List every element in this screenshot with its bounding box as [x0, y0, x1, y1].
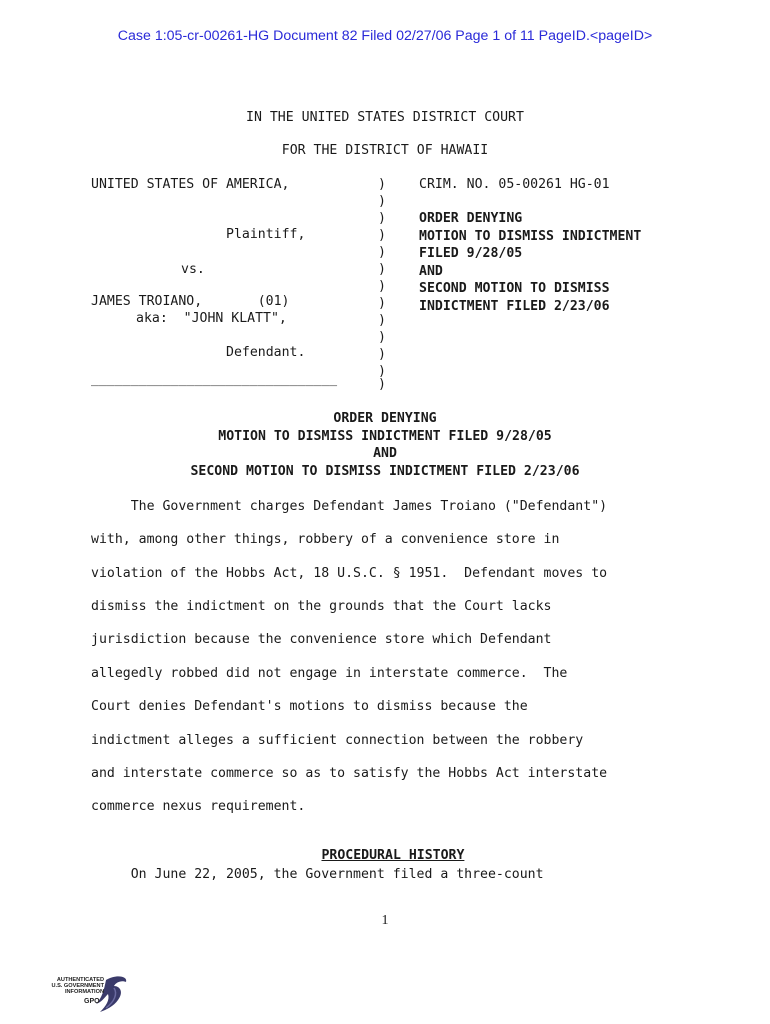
caption-rule: _______________________________ [91, 372, 338, 387]
body-line: violation of the Hobbs Act, 18 U.S.C. § 1951. Defendant moves to [91, 566, 608, 581]
body-line: indictment alleges a sufficient connection between the robbery [91, 733, 584, 748]
gpo-logo-mark: GPO [84, 998, 100, 1005]
caption-paren: ) [378, 177, 386, 192]
caption-paren: ) [378, 194, 386, 209]
versus: vs. [181, 262, 205, 277]
caption-paren: ) [378, 364, 386, 379]
defendant-name: JAMES TROIANO, (01) [91, 294, 290, 309]
body-line: Court denies Defendant's motions to dismiss because the [91, 699, 528, 714]
caption-paren: ) [378, 377, 386, 392]
page-number: 1 [381, 913, 389, 928]
caption-title-line: MOTION TO DISMISS INDICTMENT [419, 229, 642, 244]
caption-title-line: ORDER DENYING [419, 211, 523, 226]
court-district: FOR THE DISTRICT OF HAWAII [281, 143, 489, 158]
caption-paren: ) [378, 262, 386, 277]
plaintiff-name: UNITED STATES OF AMERICA, [91, 177, 290, 192]
case-number: CRIM. NO. 05-00261 HG-01 [419, 177, 610, 192]
caption-paren: ) [378, 313, 386, 328]
ecf-header: Case 1:05-cr-00261-HG Document 82 Filed 02/27/06 Page 1 of 11 PageID.<pageID> [117, 28, 653, 44]
caption-paren: ) [378, 296, 386, 311]
plaintiff-role: Plaintiff, [226, 227, 306, 242]
gpo-logo-text: AUTHENTICATED [56, 977, 104, 983]
gpo-authentication-logo [44, 972, 134, 1018]
body-line: commerce nexus requirement. [91, 799, 306, 814]
caption-paren: ) [378, 330, 386, 345]
body-line: jurisdiction because the convenience store which Defendant [91, 632, 552, 647]
caption-title-line: AND [419, 264, 443, 279]
defendant-aka: aka: "JOHN KLATT", [136, 311, 287, 326]
defendant-role: Defendant. [226, 345, 306, 360]
caption-paren: ) [378, 228, 386, 243]
court-name: IN THE UNITED STATES DISTRICT COURT [246, 110, 524, 125]
gpo-logo-text: U.S. GOVERNMENT [51, 983, 104, 990]
caption-paren: ) [378, 347, 386, 362]
caption-paren: ) [378, 211, 386, 226]
caption-title-line: FILED 9/28/05 [419, 246, 523, 261]
body-line: On June 22, 2005, the Government filed a three-count [91, 867, 544, 882]
order-title: ORDER DENYING [333, 411, 437, 426]
caption-paren: ) [378, 279, 386, 294]
order-title: SECOND MOTION TO DISMISS INDICTMENT FILED 2/23/06 [190, 464, 580, 479]
order-title: MOTION TO DISMISS INDICTMENT FILED 9/28/05 [218, 429, 552, 444]
caption-title-line: SECOND MOTION TO DISMISS [419, 281, 610, 296]
body-line: with, among other things, robbery of a convenience store in [91, 532, 560, 547]
body-line: allegedly robbed did not engage in interstate commerce. The [91, 666, 568, 681]
body-line: and interstate commerce so as to satisfy the Hobbs Act interstate [91, 766, 608, 781]
caption-title-line: INDICTMENT FILED 2/23/06 [419, 299, 610, 314]
section-heading: PROCEDURAL HISTORY [321, 848, 465, 863]
gpo-logo-text: INFORMATION [64, 989, 104, 996]
body-line: dismiss the indictment on the grounds that the Court lacks [91, 599, 552, 614]
order-title: AND [373, 446, 397, 461]
body-line: The Government charges Defendant James Troiano ("Defendant") [91, 499, 608, 514]
caption-paren: ) [378, 245, 386, 260]
